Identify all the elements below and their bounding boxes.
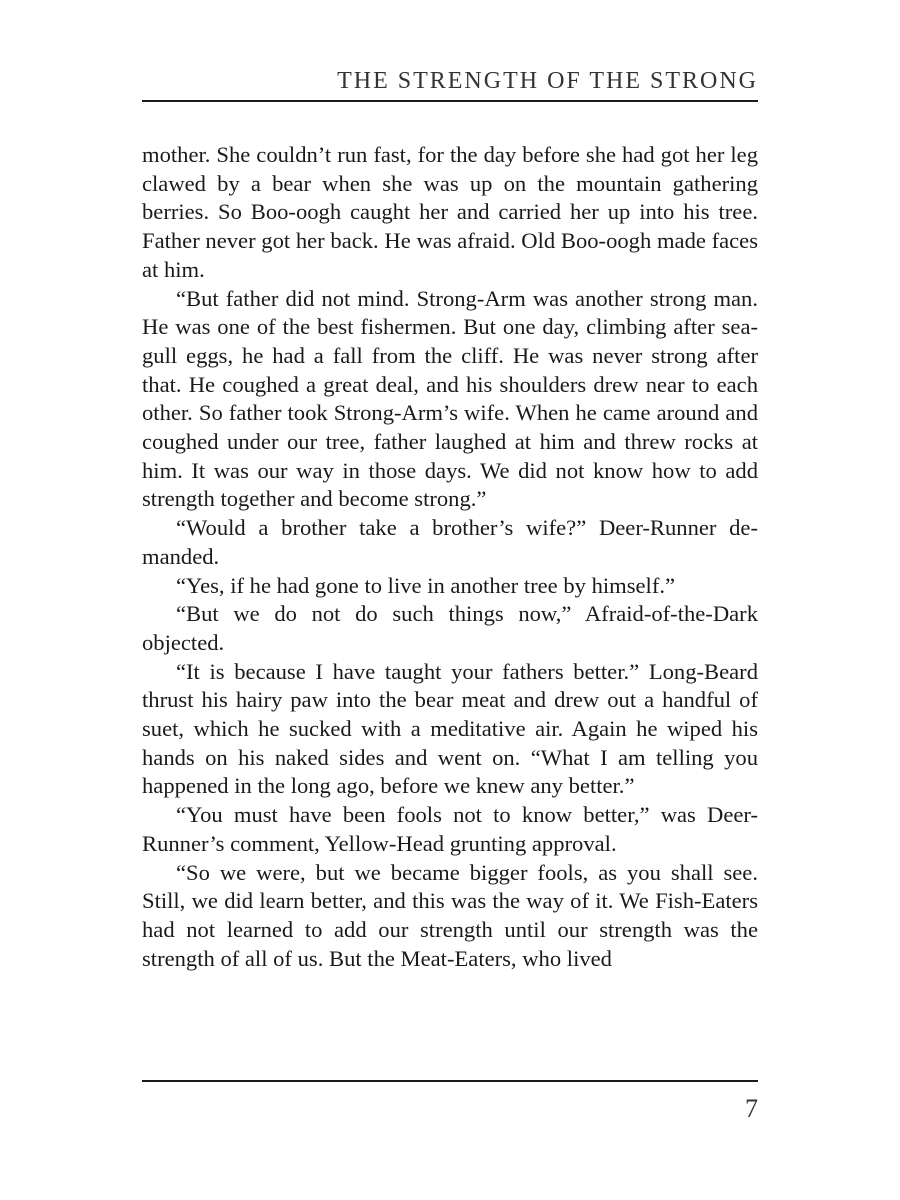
header-rule bbox=[142, 100, 758, 102]
running-head-title: THE STRENGTH OF THE STRONG bbox=[337, 68, 758, 94]
paragraph: “It is because I have taught your fathers better.” Long-Beard thrust his hairy paw into the bear meat and drew out a handful of suet, which he sucked with a meditative air. Again he wiped his hands on his naked sides and went on. “What I am telling you happened in the long ago, before we knew any better.” bbox=[142, 658, 758, 799]
paragraph: “Would a brother take a brother’s wife?” Deer-Runner demanded. bbox=[142, 515, 758, 569]
paragraph: “Yes, if he had gone to live in another tree by himself.” bbox=[176, 572, 676, 598]
paragraph: “But father did not mind. Strong-Arm was another strong man. He was one of the best fishermen. But one day, climbing after sea-gull eggs, he had a fall from the cliff. He was never strong after that. He coughed a great deal, and his shoulders drew near to each other. So father took Strong-Arm’s wife. When he came around and coughed under our tree, father laughed at him and threw rocks at him. It was our way in those days. We did not know how to add strength together and become strong.” bbox=[142, 285, 758, 512]
paragraph: mother. She couldn’t run fast, for the day before she had got her leg clawed by a bear when she was up on the mountain gathering berries. So Boo-oogh caught her and carried her up into his tree. Father never got her back. He was afraid. Old Boo-oogh made faces at him. bbox=[142, 142, 758, 282]
paragraph: “You must have been fools not to know better,” was Deer-Runner’s comment, Yellow-Head grunting approval. bbox=[142, 802, 758, 856]
body-text bbox=[142, 141, 758, 973]
footer-rule bbox=[142, 1080, 758, 1082]
paragraph: “So we were, but we became bigger fools, as you shall see. Still, we did learn better, and this was the way of it. We Fish-Eaters had not learned to add our strength until our strength was the strength of all of us. But the Meat-Eaters, who lived bbox=[142, 859, 758, 971]
page-number: 7 bbox=[745, 1094, 758, 1123]
paragraph: “But we do not do such things now,” Afraid-of-the-Dark objected. bbox=[142, 601, 758, 655]
